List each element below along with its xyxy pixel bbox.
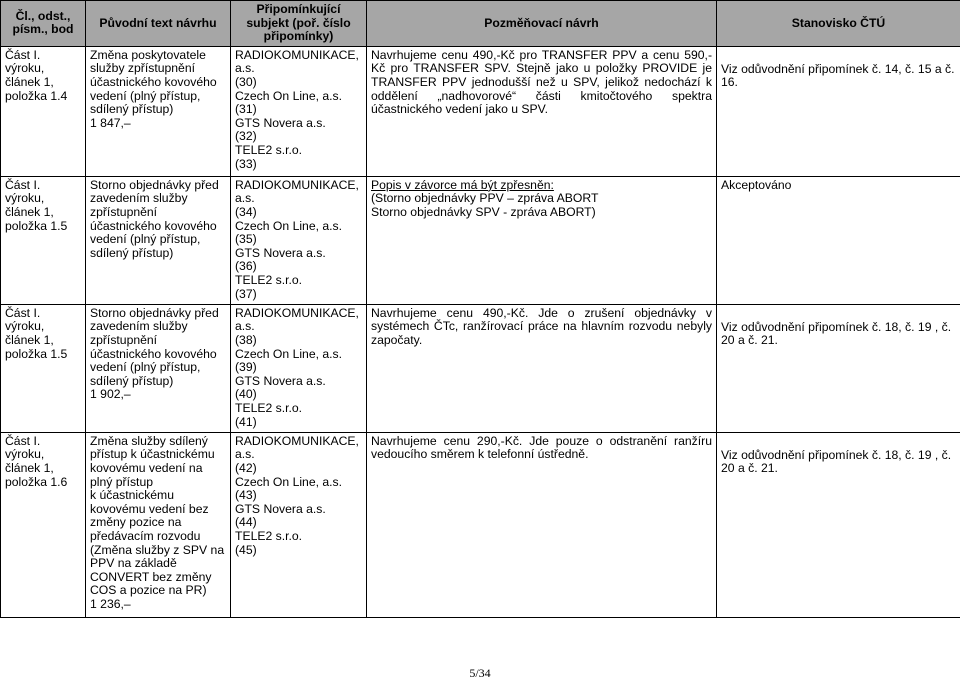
cell-reference: Část I. výroku, článek 1, položka 1.5 xyxy=(1,176,86,304)
original-price: 1 236,– xyxy=(90,598,226,612)
original-text: Změna poskytovatele služby zpřístupnění účastnického kovového vedení (plný přístup, sdílený přístup) xyxy=(90,49,226,117)
cell-reference: Část I. výroku, článek 1, položka 1.5 xyxy=(1,304,86,432)
stance-text: Viz odůvodnění připomínek č. 14, č. 15 a č. 16. xyxy=(721,63,956,90)
stance-text: Akceptováno xyxy=(721,179,956,193)
cell-reference: Část I. výroku, článek 1, položka 1.4 xyxy=(1,46,86,176)
cell-subjects: RADIOKOMUNIKACE, a.s. (42) Czech On Line, a.s. (43) GTS Novera a.s. (44) TELE2 s.r.o. (45) xyxy=(231,432,367,617)
original-price: 1 902,– xyxy=(90,388,226,402)
cell-original-text xyxy=(86,304,231,432)
header-amendment-proposal: Pozměňovací návrh xyxy=(367,1,717,47)
stance-text: Viz odůvodnění připomínek č. 18, č. 19 , č. 20 a č. 21. xyxy=(721,321,956,348)
proposal-text: Navrhujeme cenu 290,-Kč. Jde pouze o odstranění ranžíru vedoucího směrem k telefonní ústředně. xyxy=(371,435,712,462)
original-price: 1 847,– xyxy=(90,117,226,131)
table-header-row xyxy=(1,1,960,47)
cell-stance xyxy=(717,304,960,432)
original-text: Změna služby sdílený přístup k účastnickému kovovému vedení na plný přístup k účastnickému kovovému vedení bez změny pozice na předávacím rozvodu (Změna služby z SPV na PPV na základě CONVERT bez změny COS a pozice na PR) xyxy=(90,435,226,598)
cell-proposal xyxy=(367,304,717,432)
page-number: 5/34 xyxy=(0,666,960,681)
cell-proposal xyxy=(367,176,717,304)
header-reference: Čl., odst., písm., bod xyxy=(1,1,86,47)
table-row xyxy=(1,432,960,617)
cell-subjects: RADIOKOMUNIKACE, a.s. (38) Czech On Line, a.s. (39) GTS Novera a.s. (40) TELE2 s.r.o. (41) xyxy=(231,304,367,432)
cell-proposal xyxy=(367,432,717,617)
cell-reference: Část I. výroku, článek 1, položka 1.6 xyxy=(1,432,86,617)
cell-stance xyxy=(717,46,960,176)
table-row xyxy=(1,304,960,432)
table-row xyxy=(1,46,960,176)
cell-original-text xyxy=(86,46,231,176)
table-row xyxy=(1,176,960,304)
original-text: Storno objednávky před zavedením služby zpřístupnění účastnického kovového vedení (plný přístup, sdílený přístup) xyxy=(90,179,226,261)
stance-text: Viz odůvodnění připomínek č. 18, č. 19 , č. 20 a č. 21. xyxy=(721,449,956,476)
cell-original-text xyxy=(86,432,231,617)
cell-stance xyxy=(717,432,960,617)
cell-original-text xyxy=(86,176,231,304)
cell-subjects: RADIOKOMUNIKACE, a.s. (34) Czech On Line, a.s. (35) GTS Novera a.s. (36) TELE2 s.r.o. (37) xyxy=(231,176,367,304)
original-text: Storno objednávky před zavedením služby zpřístupnění účastnického kovového vedení (plný přístup, sdílený přístup) xyxy=(90,307,226,389)
proposal-text: Navrhujeme cenu 490,-Kč pro TRANSFER PPV a cenu 590,- Kč pro TRANSFER SPV. Stejně jako u položky PROVIDE je TRANSFER PPV jednodušší než u SPV, jelikož nedochází k oddělení „nadhovorové“ části kmitočtového spektra účastnického vedení jako u SPV. xyxy=(371,49,712,117)
cell-subjects: RADIOKOMUNIKACE, a.s. (30) Czech On Line, a.s. (31) GTS Novera a.s. (32) TELE2 s.r.o. (33) xyxy=(231,46,367,176)
header-commenting-subject: Připomínkující subjekt (poř. číslo připomínky) xyxy=(231,1,367,47)
proposal-text: (Storno objednávky PPV – zpráva ABORT Storno objednávky SPV - zpráva ABORT) xyxy=(371,192,712,219)
proposal-text: Navrhujeme cenu 490,-Kč. Jde o zrušení objednávky v systémech ČTc, ranžírovací práce na hlavním rozvodu nebyly započaty. xyxy=(371,307,712,348)
header-original-text: Původní text návrhu xyxy=(86,1,231,47)
cell-stance xyxy=(717,176,960,304)
header-ctu-position: Stanovisko ČTÚ xyxy=(717,1,960,47)
proposal-lead: Popis v závorce má být zpřesněn: xyxy=(371,179,712,193)
cell-proposal xyxy=(367,46,717,176)
